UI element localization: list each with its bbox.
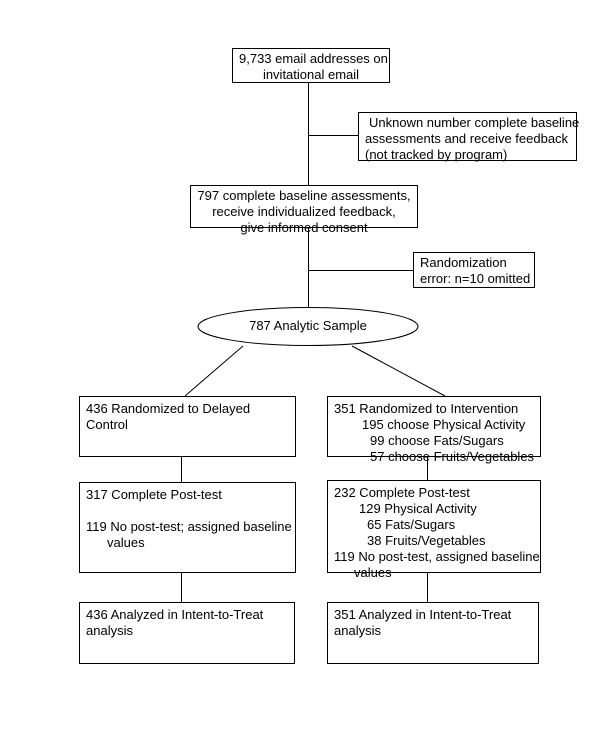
delayed-control-box xyxy=(79,396,296,457)
box-line: 119 No post-test, assigned baseline xyxy=(334,549,540,564)
box-line: Unknown number complete baseline xyxy=(369,115,580,130)
box-line: analysis xyxy=(334,623,381,638)
box-line: receive individualized feedback, xyxy=(212,204,396,219)
posttest-intervention-box xyxy=(327,480,541,580)
posttest-control-box xyxy=(79,482,296,573)
box-line: 195 choose Physical Activity xyxy=(362,417,526,432)
connector-to-randomization-box xyxy=(308,270,413,271)
box-line: 38 Fruits/Vegetables xyxy=(367,533,486,548)
diagonal-connector-right xyxy=(352,346,445,396)
box-line: 232 Complete Post-test xyxy=(334,485,470,500)
randomization-error-box xyxy=(413,252,535,288)
box-line: 119 No post-test; assigned baseline xyxy=(86,519,292,534)
box-line: 351 Randomized to Intervention xyxy=(334,401,519,416)
analytic-sample-label: 787 Analytic Sample xyxy=(249,318,367,333)
box-line xyxy=(86,503,289,519)
itt-intervention-box xyxy=(327,602,539,664)
box-line: 57 choose Fruits/Vegetables xyxy=(370,449,535,464)
connector-to-unknown-box xyxy=(308,135,358,136)
itt-control-box xyxy=(79,602,295,664)
intervention-box xyxy=(327,396,541,464)
connector-delayed-to-posttest xyxy=(181,457,182,482)
box-line: give informed consent xyxy=(240,220,368,235)
baseline-assessments-box xyxy=(190,185,418,235)
email-addresses-box xyxy=(232,48,390,83)
connector-email-to-baseline xyxy=(308,83,309,185)
box-line: 436 Randomized to Delayed xyxy=(86,401,251,416)
box-line: 797 complete baseline assessments, xyxy=(197,188,411,203)
box-line: 9,733 email addresses on xyxy=(239,51,388,66)
box-line: analysis xyxy=(86,623,133,638)
box-line: 351 Analyzed in Intent-to-Treat xyxy=(334,607,512,622)
box-line: 317 Complete Post-test xyxy=(86,487,222,502)
box-line: Control xyxy=(86,417,128,432)
box-line: (not tracked by program) xyxy=(365,147,508,162)
box-line: assessments and receive feedback xyxy=(365,131,569,146)
box-line: 436 Analyzed in Intent-to-Treat xyxy=(86,607,264,622)
connector-posttest-to-itt-left xyxy=(181,573,182,602)
diagonal-connector-left xyxy=(185,346,243,396)
box-line: invitational email xyxy=(262,67,360,82)
box-line: Randomization xyxy=(420,255,507,270)
unknown-number-box xyxy=(358,112,580,162)
box-line: 99 choose Fats/Sugars xyxy=(370,433,504,448)
box-line: error: n=10 omitted xyxy=(420,271,531,286)
connector-baseline-to-ellipse xyxy=(308,228,309,308)
box-line: values xyxy=(107,535,145,550)
box-line: 129 Physical Activity xyxy=(359,501,477,516)
box-line: values xyxy=(354,565,392,580)
box-line: 65 Fats/Sugars xyxy=(367,517,456,532)
